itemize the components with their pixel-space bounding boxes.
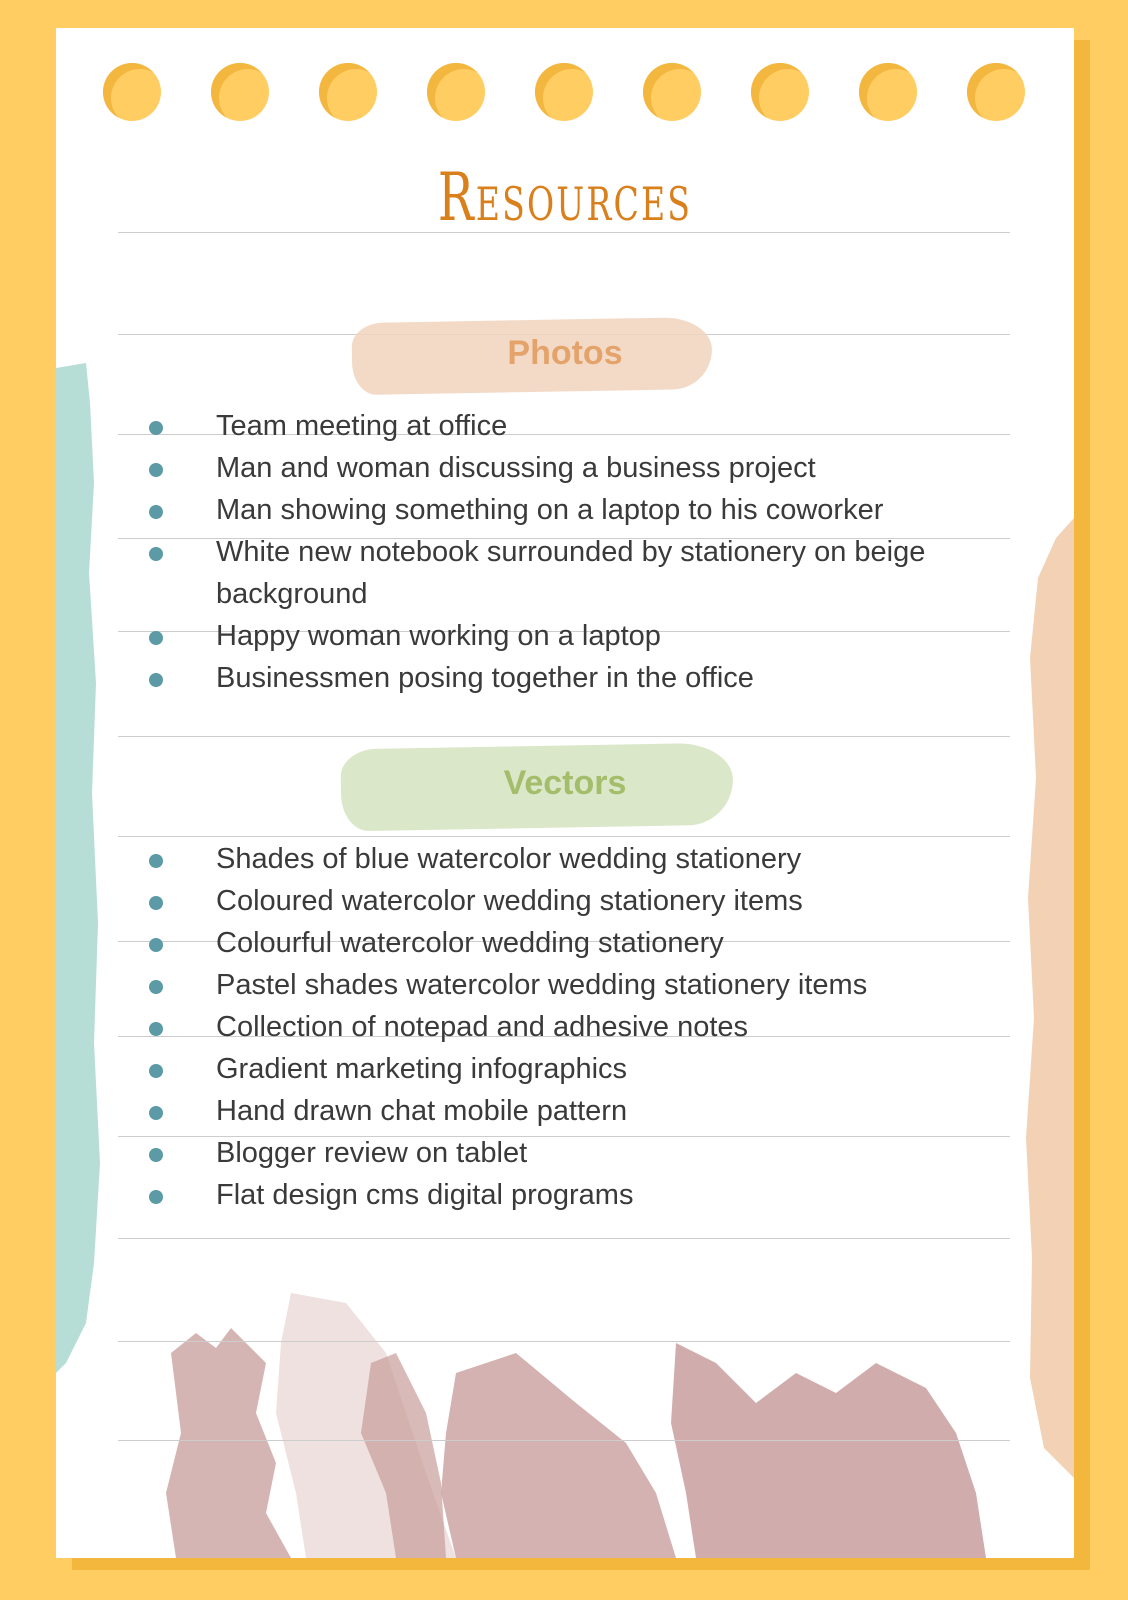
ruled-line: [118, 836, 1010, 837]
page-title: Resources: [437, 159, 693, 236]
ruled-line: [118, 1341, 1010, 1342]
list-item: [56, 531, 976, 615]
binder-ring: [859, 63, 917, 121]
list-item: [56, 922, 976, 964]
list-item: [56, 615, 976, 657]
list-item: [56, 405, 976, 447]
photos-heading: Photos: [507, 334, 623, 372]
bullet-icon: [149, 1190, 163, 1204]
list-item: [56, 838, 976, 880]
list-item-text: Blogger review on tablet: [216, 1137, 528, 1169]
vectors-list: [56, 838, 1056, 1216]
ruled-line: [118, 1440, 1010, 1441]
list-item-text: Happy woman working on a laptop: [216, 620, 661, 652]
bullet-icon: [149, 547, 163, 561]
bullet-icon: [149, 673, 163, 687]
list-item: [56, 1174, 976, 1216]
list-item: [56, 1048, 976, 1090]
list-item: [56, 1006, 976, 1048]
binder-ring: [319, 63, 377, 121]
binder-ring: [967, 63, 1025, 121]
bullet-icon: [149, 1064, 163, 1078]
list-item: [56, 447, 976, 489]
photos-list: [56, 405, 1056, 699]
bullet-icon: [149, 938, 163, 952]
binder-ring: [535, 63, 593, 121]
ruled-line: [118, 736, 1010, 737]
list-item-text: Pastel shades watercolor wedding stationery items: [216, 969, 868, 1001]
list-item: [56, 1090, 976, 1132]
bullet-icon: [149, 631, 163, 645]
list-item-text: White new notebook surrounded by stationery on beige background: [216, 536, 926, 610]
list-item-text: Flat design cms digital programs: [216, 1179, 634, 1211]
binder-ring: [211, 63, 269, 121]
list-item-text: Coloured watercolor wedding stationery items: [216, 885, 803, 917]
bullet-icon: [149, 1148, 163, 1162]
list-item-text: Businessmen posing together in the office: [216, 662, 754, 694]
bullet-icon: [149, 1022, 163, 1036]
binder-ring: [643, 63, 701, 121]
list-item-text: Hand drawn chat mobile pattern: [216, 1095, 628, 1127]
binder-ring: [103, 63, 161, 121]
list-item-text: Gradient marketing infographics: [216, 1053, 628, 1085]
list-item: [56, 1132, 976, 1174]
list-item-text: Shades of blue watercolor wedding stationery: [216, 843, 802, 875]
bullet-icon: [149, 421, 163, 435]
list-item: [56, 880, 976, 922]
list-item-text: Colourful watercolor wedding stationery: [216, 927, 724, 959]
list-item-text: Team meeting at office: [216, 410, 508, 442]
list-item: [56, 657, 976, 699]
list-item-text: Man showing something on a laptop to his coworker: [216, 494, 884, 526]
bullet-icon: [149, 505, 163, 519]
list-item-text: Collection of notepad and adhesive notes: [216, 1011, 749, 1043]
vectors-heading: Vectors: [503, 764, 627, 802]
bullet-icon: [149, 896, 163, 910]
binder-ring: [427, 63, 485, 121]
list-item-text: Man and woman discussing a business project: [216, 452, 816, 484]
bullet-icon: [149, 980, 163, 994]
binder-ring: [751, 63, 809, 121]
list-item: [56, 489, 976, 531]
list-item: [56, 964, 976, 1006]
rose-watercolor-blots: [156, 1293, 1016, 1558]
bullet-icon: [149, 854, 163, 868]
ruled-line: [118, 1238, 1010, 1239]
bullet-icon: [149, 463, 163, 477]
notebook-page: [56, 28, 1074, 1558]
bullet-icon: [149, 1106, 163, 1120]
